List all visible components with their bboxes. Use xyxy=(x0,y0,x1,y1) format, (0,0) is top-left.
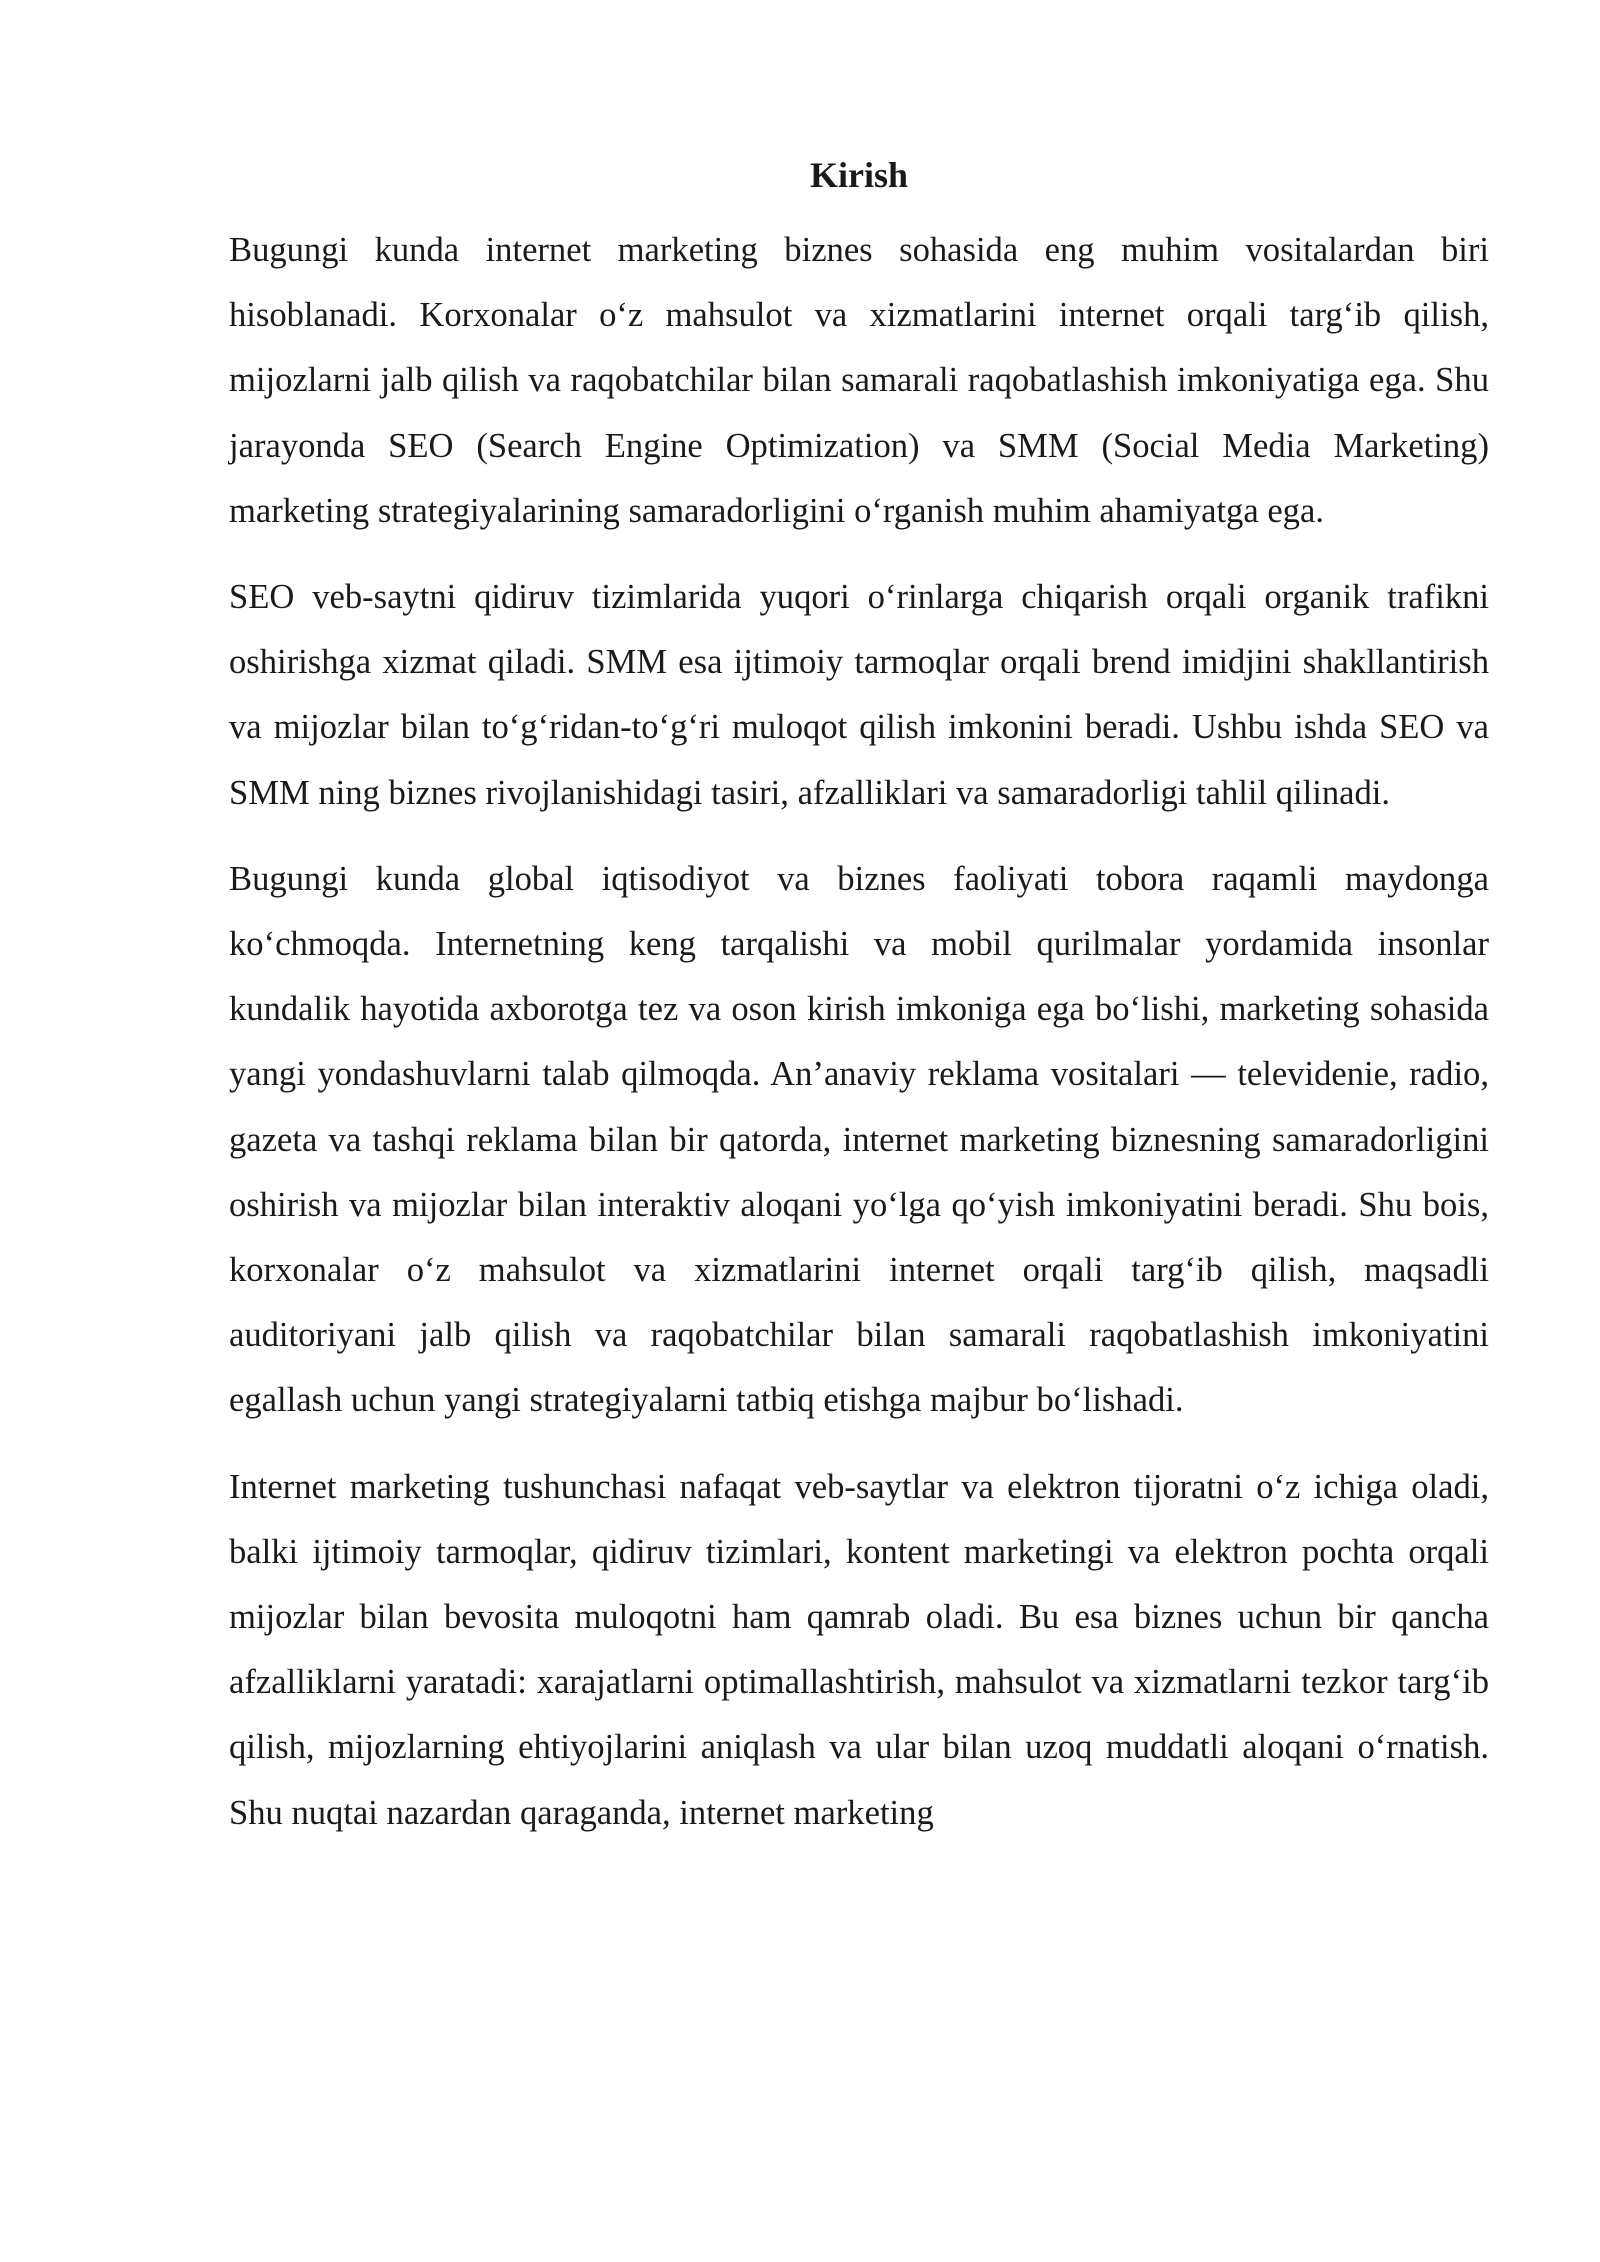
paragraph-4: Internet marketing tushunchasi nafaqat veb-saytlar va elektron tijoratni o‘z ichiga oladi, balki ijtimoiy tarmoqlar, qidiruv tizimlari, kontent marketingi va elektron pochta orqali mijozlar bilan bevosita muloqotni ham qamrab oladi. Bu esa biznes uchun bir qancha afzalliklarni yaratadi: xarajatlarni optimallashtirish, mahsulot va xizmatlarni tezkor targ‘ib qilish, mijozlarning ehtiyojlarini aniqlash va ular bilan uzoq muddatli aloqani o‘rnatish. Shu nuqtai nazardan qaraganda, internet marketing xyxy=(229,1467,1489,1832)
paragraph-1: Bugungi kunda internet marketing biznes sohasida eng muhim vositalardan biri hisoblanadi. Korxonalar o‘z mahsulot va xizmatlarini internet orqali targ‘ib qilish, mijozlarni jalb qilish va raqobatchilar bilan samarali raqobatlashish imkoniyatiga ega. Shu jarayonda SEO (Search Engine Optimization) va SMM (Social Media Marketing) marketing strategiyalarining samaradorligini o‘rganish muhim ahamiyatga ega. xyxy=(229,231,1489,530)
paragraph-2: SEO veb-saytni qidiruv tizimlarida yuqori o‘rinlarga chiqarish orqali organik trafikni oshirishga xizmat qiladi. SMM esa ijtimoiy tarmoqlar orqali brend imidjini shakllantirish va mijozlar bilan to‘g‘ridan-to‘g‘ri muloqot qilish imkonini beradi. Ushbu ishda SEO va SMM ning biznes rivojlanishidagi tasiri, afzalliklari va samaradorligi tahlil qilinadi. xyxy=(229,578,1489,812)
page-title: Kirish xyxy=(809,155,908,195)
paragraph-3: Bugungi kunda global iqtisodiyot va biznes faoliyati tobora raqamli maydonga ko‘chmoqda. Internetning keng tarqalishi va mobil qurilmalar yordamida insonlar kundalik hayotida axborotga tez va oson kirish imkoniga ega bo‘lishi, marketing sohasida yangi yondashuvlarni talab qilmoqda. An’anaviy reklama vositalari — televidenie, radio, gazeta va tashqi reklama bilan bir qatorda, internet marketing biznesning samaradorligini oshirish va mijozlar bilan interaktiv aloqani yo‘lga qo‘yish imkoniyatini beradi. Shu bois, korxonalar o‘z mahsulot va xizmatlarini internet orqali targ‘ib qilish, maqsadli auditoriyani jalb qilish va raqobatchilar bilan samarali raqobatlashish imkoniyatini egallash uchun yangi strategiyalarni tatbiq etishga majbur bo‘lishadi. xyxy=(229,859,1489,1420)
